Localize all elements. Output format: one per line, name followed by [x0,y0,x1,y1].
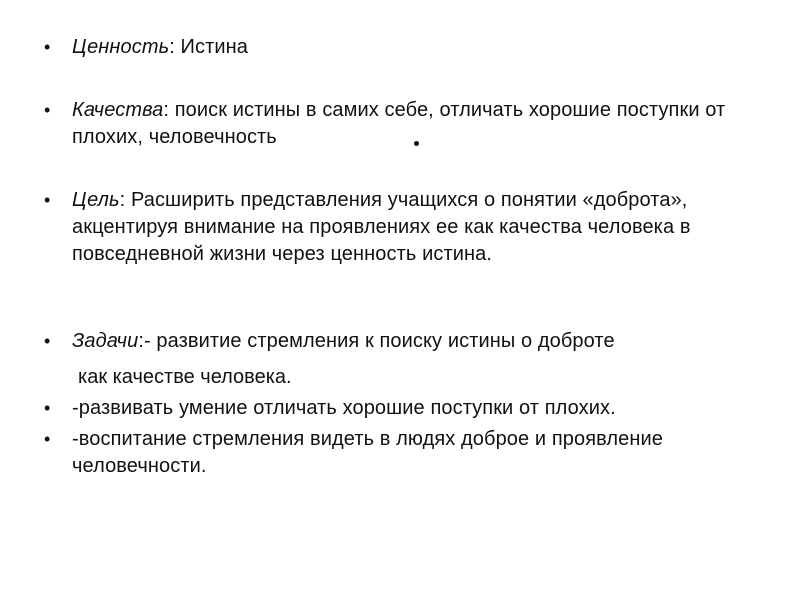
bullet: • [44,429,51,449]
list-item-tasks [44,328,764,355]
item-body: : поиск истины в самих себе, отличать хорошие поступки от плохих, человечность [72,99,726,148]
item-body: -развивать умение отличать хорошие поступки от плохих. [72,397,616,419]
item-body: :- развитие стремления к поиску истины о доброте [138,330,615,352]
bullet: • [44,190,51,210]
item-text [72,426,764,480]
item-text [72,187,764,268]
stray-dot [414,141,419,146]
bullet: • [44,100,51,120]
item-text [72,328,764,355]
bullet: • [44,37,51,57]
item-label: Задачи [72,330,139,352]
bullet: • [44,331,51,351]
list-item-goal [44,187,764,268]
item-text [72,395,764,422]
item-body: : Истина [169,36,249,58]
item-label: Качества [72,99,164,121]
list-item-value [44,34,764,61]
list-item-qualities [44,97,764,151]
bullet: • [44,398,51,418]
item-body: : Расширить представления учащихся о понятии «доброта», акцентируя внимание на проявлениях ее как качества человека в повседневной жизни через ценность истина. [72,189,691,265]
continuation-line: как качестве человека. [78,366,292,388]
item-label: Цель [72,189,120,211]
item-body: -воспитание стремления видеть в людях доброе и проявление человечности. [72,428,664,477]
list-item-task-3 [44,426,764,480]
item-text [72,34,764,61]
list-item-task-2 [44,395,764,422]
item-label: Ценность [72,36,170,58]
